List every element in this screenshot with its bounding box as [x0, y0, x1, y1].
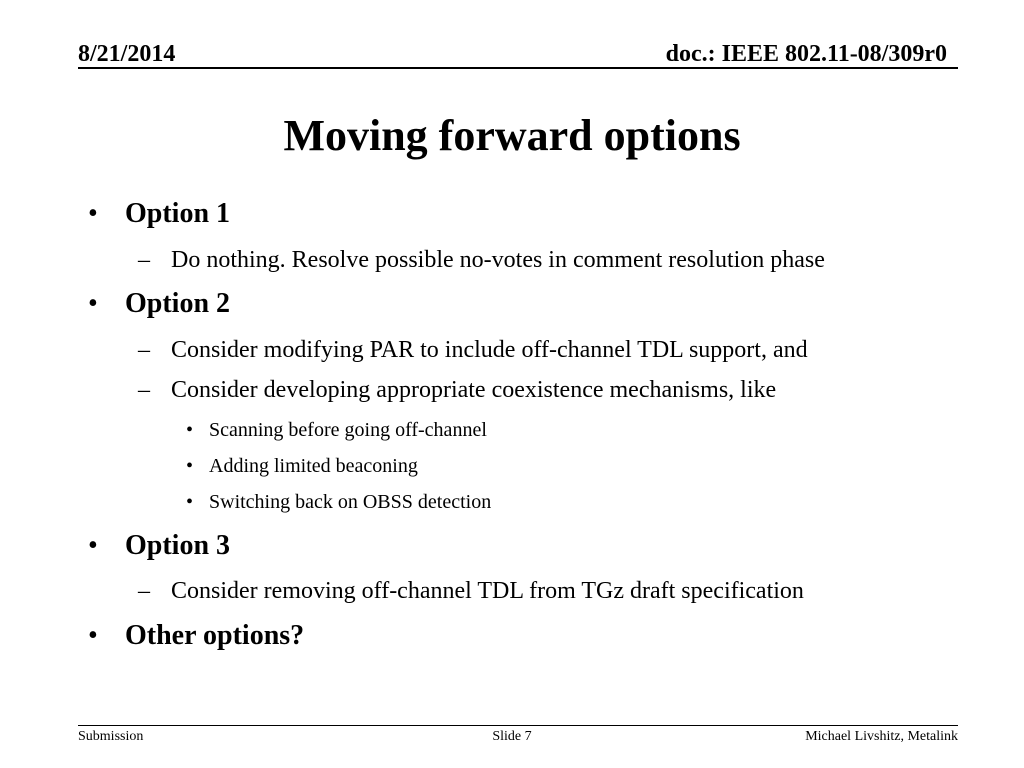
option-2-subitem: [138, 336, 808, 364]
option-2-subsubitem-text: Adding limited beaconing: [209, 455, 418, 477]
option-3-subitem: [138, 577, 804, 605]
bullet-marker: •: [186, 491, 194, 513]
header-doc-id: doc.: IEEE 802.11-08/309r0: [665, 41, 947, 67]
option-2-subsubitem: [186, 454, 418, 478]
option-2-item: [88, 287, 230, 321]
option-1-subitem-text: Do nothing. Resolve possible no-votes in comment resolution phase: [171, 247, 825, 273]
header-date: 8/21/2014: [78, 41, 176, 67]
other-options-item: [88, 619, 304, 653]
footer-author: Michael Livshitz, Metalink: [805, 729, 958, 744]
slide-title: Moving forward options: [283, 111, 741, 160]
dash-marker: –: [138, 337, 150, 363]
bullet-marker: •: [88, 198, 98, 229]
footer-submission: Submission: [78, 729, 144, 744]
header-divider: [78, 67, 958, 69]
footer-slide-number: Slide 7: [492, 729, 532, 744]
option-2-subitem-text: Consider modifying PAR to include off-channel TDL support, and: [171, 337, 808, 363]
footer-divider: [78, 725, 958, 726]
option-1-item: [88, 197, 230, 231]
option-3-item: [88, 529, 230, 563]
dash-marker: –: [138, 247, 150, 273]
option-1-subitem: [138, 246, 825, 274]
option-2-subsubitem-text: Switching back on OBSS detection: [209, 491, 492, 513]
bullet-marker: •: [186, 455, 194, 477]
option-2-subitem-text: Consider developing appropriate coexistence mechanisms, like: [171, 377, 777, 403]
option-1-label: Option 1: [125, 198, 231, 229]
dash-marker: –: [138, 578, 150, 604]
bullet-marker: •: [88, 288, 98, 319]
other-options-label: Other options?: [125, 620, 305, 651]
option-2-subsubitem: [186, 490, 491, 514]
option-2-subsubitem: [186, 418, 487, 442]
bullet-marker: •: [186, 419, 194, 441]
bullet-marker: •: [88, 530, 98, 561]
option-2-subsubitem-text: Scanning before going off-channel: [209, 419, 487, 441]
dash-marker: –: [138, 377, 150, 403]
option-2-subitem: [138, 376, 776, 404]
option-3-label: Option 3: [125, 530, 231, 561]
option-2-label: Option 2: [125, 288, 231, 319]
bullet-marker: •: [88, 620, 98, 651]
option-3-subitem-text: Consider removing off-channel TDL from TGz draft specification: [171, 578, 804, 604]
